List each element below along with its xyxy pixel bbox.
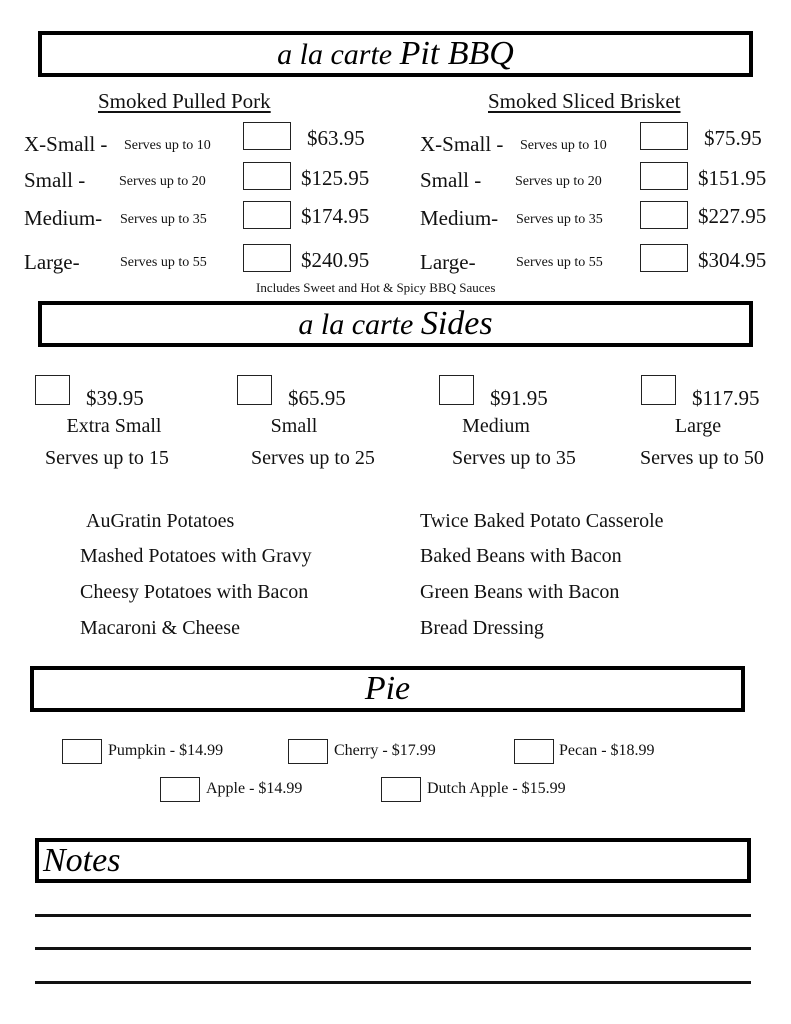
brisket-serves-s: Serves up to 20 — [515, 174, 602, 189]
side-item: Mashed Potatoes with Gravy — [80, 545, 312, 567]
dutch-apple-checkbox[interactable] — [381, 777, 421, 802]
bbq-banner — [38, 31, 753, 77]
pork-serves-l: Serves up to 55 — [120, 255, 207, 270]
sides-serves-l: Serves up to 50 — [640, 447, 764, 469]
pie-title-text: Pie — [364, 670, 411, 707]
notes-title-text: Notes — [43, 841, 121, 879]
pie-item-cherry: Cherry - $17.99 — [334, 742, 436, 759]
sides-m-checkbox[interactable] — [439, 375, 474, 405]
brisket-size-m: Medium- — [420, 206, 499, 230]
pork-price-m: $174.95 — [301, 204, 370, 228]
pork-serves-s: Serves up to 20 — [119, 174, 206, 189]
brisket-serves-xs: Serves up to 10 — [520, 138, 607, 153]
pork-size-s: Small - — [24, 168, 86, 192]
pie-item-pumpkin: Pumpkin - $14.99 — [108, 742, 224, 759]
pork-price-s: $125.95 — [301, 166, 370, 190]
pork-xs-checkbox[interactable] — [243, 122, 291, 150]
notes-line[interactable] — [35, 981, 751, 984]
brisket-serves-l: Serves up to 55 — [516, 255, 603, 270]
brisket-price-l: $304.95 — [698, 248, 767, 272]
pork-price-xs: $63.95 — [307, 126, 365, 150]
side-item: Macaroni & Cheese — [80, 617, 240, 639]
pulled-pork-heading: Smoked Pulled Pork — [98, 89, 271, 113]
brisket-serves-m: Serves up to 35 — [516, 212, 603, 227]
brisket-price-s: $151.95 — [698, 166, 767, 190]
cherry-checkbox[interactable] — [288, 739, 328, 764]
sides-title-prefix: a la carte — [298, 308, 414, 341]
brisket-m-checkbox[interactable] — [640, 201, 688, 229]
sides-name-s: Small — [270, 415, 318, 437]
pecan-checkbox[interactable] — [514, 739, 554, 764]
brisket-size-xs: X-Small - — [420, 132, 504, 156]
sides-serves-xs: Serves up to 15 — [45, 447, 169, 469]
sides-name-l: Large — [674, 415, 722, 437]
bbq-title-prefix: a la carte — [277, 38, 393, 71]
notes-line[interactable] — [35, 914, 751, 917]
sides-banner — [38, 301, 753, 347]
pork-s-checkbox[interactable] — [243, 162, 291, 190]
brisket-xs-checkbox[interactable] — [640, 122, 688, 150]
pork-l-checkbox[interactable] — [243, 244, 291, 272]
pie-banner — [30, 666, 745, 712]
side-item: Green Beans with Bacon — [420, 581, 620, 603]
sides-name-xs: Extra Small — [66, 415, 162, 437]
bbq-title-main: Pit BBQ — [399, 35, 514, 72]
bbq-title — [42, 37, 749, 71]
sides-l-checkbox[interactable] — [641, 375, 676, 405]
sides-price-m: $91.95 — [490, 386, 548, 410]
pork-m-checkbox[interactable] — [243, 201, 291, 229]
sides-s-checkbox[interactable] — [237, 375, 272, 405]
pork-price-l: $240.95 — [301, 248, 370, 272]
side-item: Cheesy Potatoes with Bacon — [80, 581, 309, 603]
sides-serves-s: Serves up to 25 — [251, 447, 375, 469]
pork-size-xs: X-Small - — [24, 132, 108, 156]
sides-price-l: $117.95 — [692, 386, 760, 410]
brisket-heading: Smoked Sliced Brisket — [488, 89, 681, 113]
brisket-s-checkbox[interactable] — [640, 162, 688, 190]
brisket-price-xs: $75.95 — [704, 126, 762, 150]
brisket-l-checkbox[interactable] — [640, 244, 688, 272]
side-item: Baked Beans with Bacon — [420, 545, 622, 567]
pie-title — [34, 672, 741, 706]
sides-title — [42, 307, 749, 341]
notes-title — [39, 841, 747, 879]
notes-line[interactable] — [35, 947, 751, 950]
sides-price-xs: $39.95 — [86, 386, 144, 410]
brisket-price-m: $227.95 — [698, 204, 767, 228]
pork-serves-xs: Serves up to 10 — [124, 138, 211, 153]
sauces-note: Includes Sweet and Hot & Spicy BBQ Sauces — [256, 280, 496, 295]
pumpkin-checkbox[interactable] — [62, 739, 102, 764]
side-item: Twice Baked Potato Casserole — [420, 510, 664, 532]
brisket-size-s: Small - — [420, 168, 482, 192]
pork-size-l: Large- — [24, 250, 80, 274]
sides-serves-m: Serves up to 35 — [452, 447, 576, 469]
pork-size-m: Medium- — [24, 206, 103, 230]
apple-checkbox[interactable] — [160, 777, 200, 802]
sides-name-m: Medium — [462, 415, 530, 437]
pie-item-pecan: Pecan - $18.99 — [559, 742, 655, 759]
side-item: AuGratin Potatoes — [86, 510, 235, 532]
notes-banner — [35, 838, 751, 883]
sides-price-s: $65.95 — [288, 386, 346, 410]
brisket-size-l: Large- — [420, 250, 476, 274]
sides-xs-checkbox[interactable] — [35, 375, 70, 405]
side-item: Bread Dressing — [420, 617, 544, 639]
pie-item-apple: Apple - $14.99 — [206, 780, 303, 797]
pork-serves-m: Serves up to 35 — [120, 212, 207, 227]
pie-item-dutch-apple: Dutch Apple - $15.99 — [427, 780, 566, 797]
sides-title-main: Sides — [420, 305, 493, 342]
